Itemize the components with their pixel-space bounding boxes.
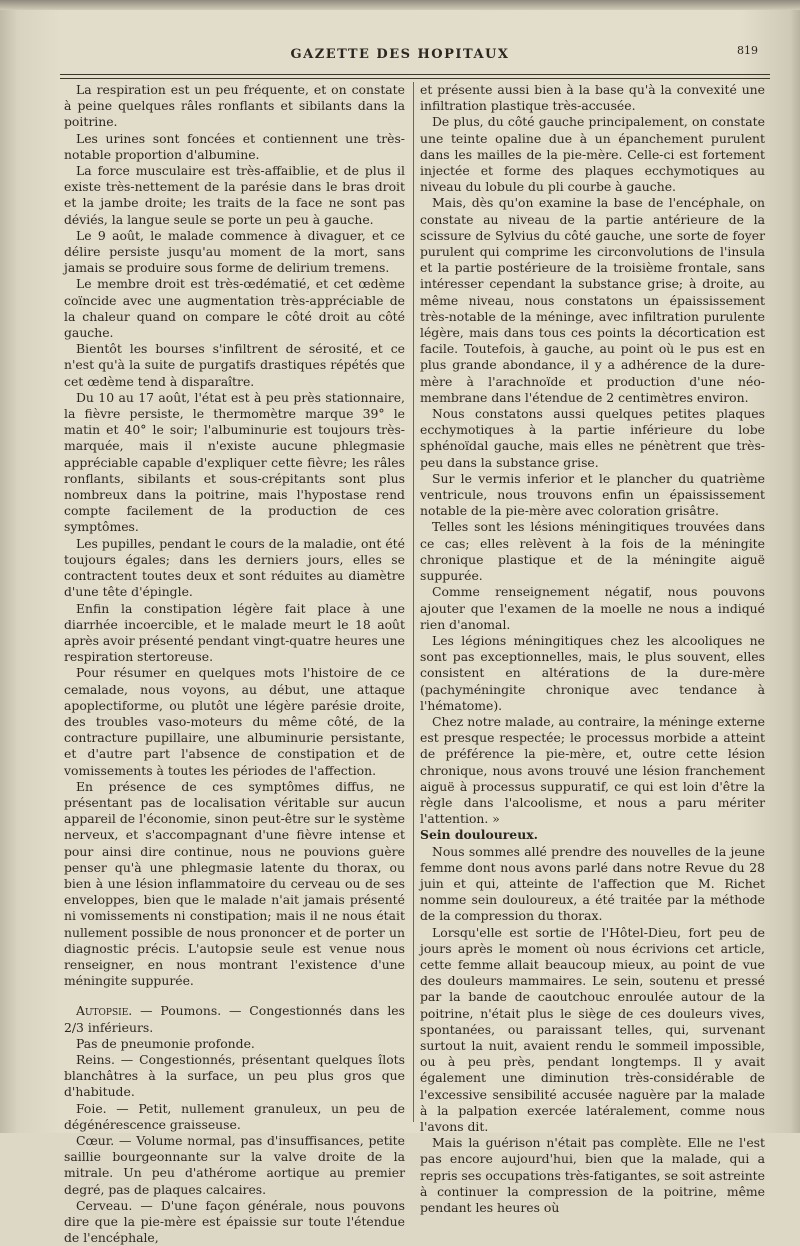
- header-rule-double: [60, 78, 770, 79]
- page-number: 819: [737, 44, 758, 57]
- paragraph: En présence de ces symptômes diffus, ne présentant pas de localisation véritable sur aucun appareil de l'économie, sinon peut-être sur le système nerveux, et s'accompagnant d'une fièvre intense et pour ainsi dire continue, nous ne pouvions guère penser qu'à une phlegmasie latente du thorax, ou bien à une lésion inflammatoire du cerveau ou de ses enveloppes, bien que le malade n'ait jamais présenté ni vomissements ni constipation; mais il ne nous était nullement possible de nous prononcer et de porter un diagnostic précis. L'autopsie seule est venue nous renseigner, en nous montrant l'existence d'une méningite suppurée.: [64, 778, 405, 989]
- paragraph: De plus, du côté gauche principalement, on constate une teinte opaline due à un épanchement purulent dans les mailles de la pie-mère. Celle-ci est fortement injectée et forme des plaques ecchymotiques au niveau du lobule du pli courbe à gauche.: [420, 114, 765, 195]
- paragraph: Enfin la constipation légère fait place à une diarrhée incoercible, et le malade meurt le 18 août après avoir présenté pendant vingt-quatre heures une respiration stertoreuse.: [64, 600, 405, 665]
- paragraph: Les légions méningitiques chez les alcooliques ne sont pas exceptionnelles, mais, le plus souvent, elles consistent en altérations de la dure-mère (pachyméningite chronique avec tendance à l'hématome).: [420, 632, 765, 713]
- paragraph: Du 10 au 17 août, l'état est à peu près stationnaire, la fièvre persiste, le thermomètre marque 39° le matin et 40° le soir; l'albuminurie est toujours très-marquée, mais il n'existe aucune phlegmasie appréciable capable d'expliquer cette fièvre; les râles ronflants, sibilants et sous-crépitants sont plus nombreux dans la poitrine, mais l'hypostase rend compte facilement de la production de ces symptômes.: [64, 389, 405, 535]
- paragraph: Nous constatons aussi quelques petites plaques ecchymotiques à la partie inférieure du lobe sphénoïdal gauche, mais elles ne pénètrent que très-peu dans la substance grise.: [420, 406, 765, 470]
- paragraph: Le membre droit est très-œdématié, et cet œdème coïncide avec une augmentation très-appréciable de la chaleur quand on compare le côté droit au côté gauche.: [64, 276, 405, 341]
- paragraph: Sur le vermis inferior et le plancher du quatrième ventricule, nous trouvons enfin un épaississement notable de la pie-mère avec coloration grisâtre.: [420, 470, 765, 519]
- paragraph: Mais la guérison n'était pas complète. Elle ne l'est pas encore aujourd'hui, bien que la malade, qui a repris ses occupations très-fatigantes, se soit astreinte à continuer la compression de la poitrine, même pendant les heures où: [420, 1135, 765, 1216]
- paragraph: Chez notre malade, au contraire, la méninge externe est presque respectée; le processus morbide a atteint de préférence la pie-mère, et, outre cette lésion chronique, nous avons trouvé une lésion franchement aiguë à processus suppuratif, ce qui est loin d'être la règle dans l'alcoolisme, et nous a paru mériter l'attention. »: [420, 713, 765, 827]
- autopsy-label: Autopsie.: [76, 1003, 133, 1019]
- spacer: [64, 989, 405, 1003]
- autopsy-item: Cœur. — Volume normal, pas d'insuffisances, petite saillie bourgeonnante sur la valve droite de la mitrale. Un peu d'athérome aortique au premier degré, pas de plaques calcaires.: [64, 1133, 405, 1197]
- paragraph: Mais, dès qu'on examine la base de l'encéphale, on constate au niveau de la partie antérieure de la scissure de Sylvius du côté gauche, une sorte de foyer purulent qui comprime les circonvolutions de l'insula et la partie postérieure de la troisième frontale, sans intéresser cependant la substance grise; à droite, au même niveau, nous constatons un épaississement très-notable de la méninge, avec infiltration purulente légère, mais dans tous ces points la décortication est facile. Toutefois, à gauche, au point où le pus est en plus grande abondance, il y a adhérence de la dure-mère à l'arachnoïde et production d'une néo-membrane dans l'étendue de 2 centimètres environ.: [420, 195, 765, 405]
- left-column: [64, 82, 405, 1246]
- paragraph: et présente aussi bien à la base qu'à la convexité une infiltration plastique très-accusée.: [420, 82, 765, 114]
- paragraph: Lorsqu'elle est sortie de l'Hôtel-Dieu, fort peu de jours après le moment où nous écrivions cet article, cette femme allait beaucoup mieux, au point de vue des douleurs mammaires. Le sein, soutenu et pressé par la bande de caoutchouc enroulée autour de la poitrine, n'était plus le siège de ces douleurs vives, spontanées, ou paraissant telles, qui, survenant surtout la nuit, avaient rendu le sommeil impossible, ou à peu près, pendant longtemps. Il y avait également une diminution très-considérable de l'excessive sensibilité accusée naguère par la malade à la palpation exercée latéralement, comme nous l'avons dit.: [420, 924, 765, 1134]
- paragraph: La force musculaire est très-affaiblie, et de plus il existe très-nettement de la parésie dans le bras droit et la jambe droite; les traits de la face ne sont pas déviés, la langue seule se porte un peu à gauche.: [64, 163, 405, 227]
- running-title: GAZETTE DES HOPITAUX: [290, 47, 510, 62]
- page-top-edge: [0, 0, 800, 10]
- paragraph: Bientôt les bourses s'infiltrent de sérosité, et ce n'est qu'à la suite de purgatifs drastiques répétés que cet œdème tend à disparaître.: [64, 341, 405, 389]
- paragraph: La respiration est un peu fréquente, et on constate à peine quelques râles ronflants et sibilants dans la poitrine.: [64, 82, 405, 130]
- paragraph: Pour résumer en quelques mots l'histoire de ce cemalade, nous voyons, au début, une attaque apoplectiforme, ou plutôt une légère parésie droite, des troubles vaso-moteurs du même côté, de la contracture pupillaire, une albuminurie persistante, et d'autre part l'absence de constipation et de vomissements à toutes les périodes de l'affection.: [64, 665, 405, 778]
- paragraph: Le 9 août, le malade commence à divaguer, et ce délire persiste jusqu'au moment de la mort, sans jamais se produire sous forme de delirium tremens.: [64, 227, 405, 276]
- section-title: Sein douloureux.: [420, 827, 538, 843]
- paragraph: Les urines sont foncées et contiennent une très-notable proportion d'albumine.: [64, 130, 405, 162]
- paragraph: Nous sommes allé prendre des nouvelles de la jeune femme dont nous avons parlé dans notre Revue du 28 juin et qui, atteinte de l'affection que M. Richet nomme sein douloureux, a été traitée par la méthode de la compression du thorax.: [420, 843, 765, 924]
- autopsy-item: Reins. — Congestionnés, présentant quelques îlots blanchâtres à la surface, un peu plus gros que d'habitude.: [64, 1051, 405, 1100]
- autopsy-item: Cerveau. — D'une façon générale, nous pouvons dire que la pie-mère est épaissie sur toute l'étendue de l'encéphale,: [64, 1197, 405, 1246]
- right-column: [420, 82, 765, 1216]
- paragraph: Les pupilles, pendant le cours de la maladie, ont été toujours égales; dans les derniers jours, elles se contractent toutes deux et sont réduites au diamètre d'une tête d'épingle.: [64, 535, 405, 600]
- paragraph: Pas de pneumonie profonde.: [76, 1035, 255, 1051]
- autopsy-heading: [64, 1003, 405, 1035]
- paragraph: Comme renseignement négatif, nous pouvons ajouter que l'examen de la moelle ne nous a indiqué rien d'anomal.: [420, 584, 765, 632]
- column-divider: [413, 82, 414, 1122]
- header-rule: [60, 74, 770, 75]
- autopsy-intro: — Poumons. — Congestionnés dans les 2/3 inférieurs.: [64, 1003, 405, 1035]
- paragraph: Telles sont les lésions méningitiques trouvées dans ce cas; elles relèvent à la fois de la méningite chronique plastique et de la méningite aiguë suppurée.: [420, 519, 765, 584]
- autopsy-item: Foie. — Petit, nullement granuleux, un peu de dégénérescence graisseuse.: [64, 1100, 405, 1132]
